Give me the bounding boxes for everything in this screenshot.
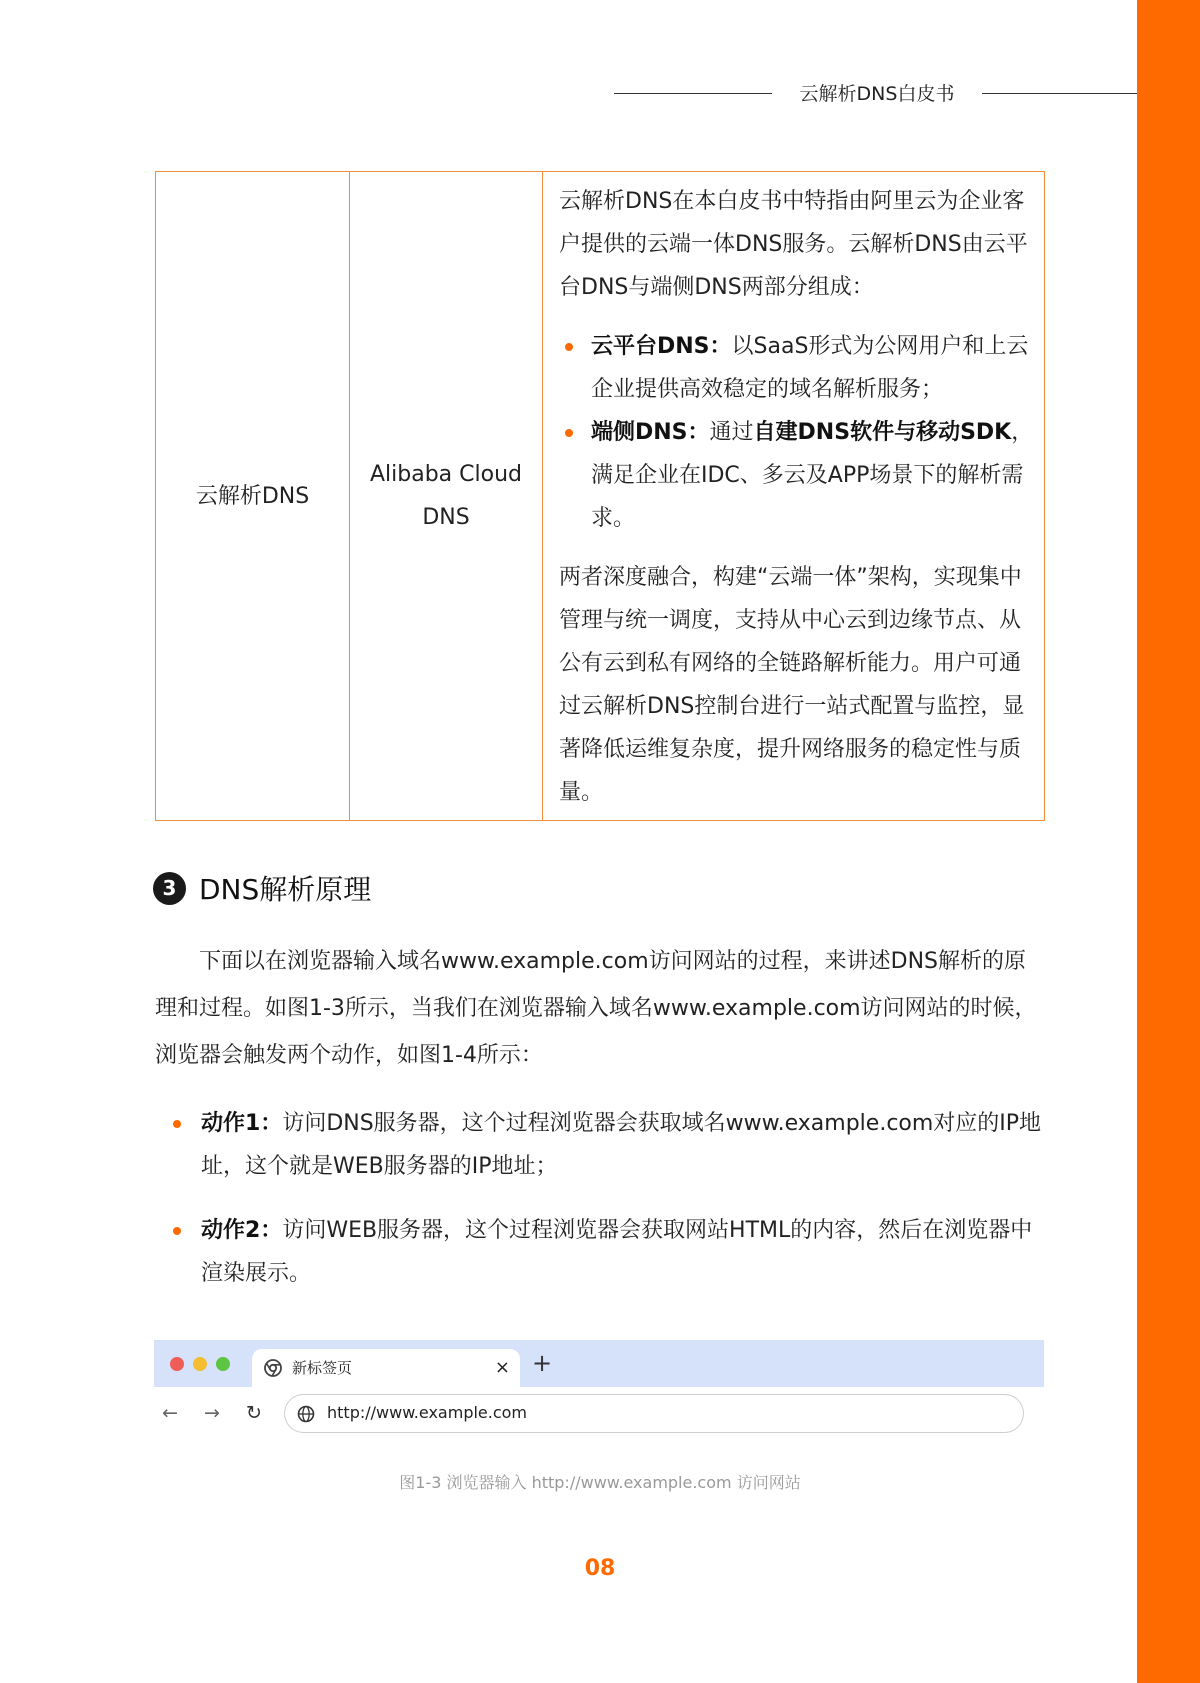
description-bullet-list (559, 325, 1034, 540)
orange-side-band (1137, 0, 1200, 1683)
window-maximize-dot[interactable] (216, 1357, 230, 1371)
action-list (155, 1102, 1045, 1316)
header-rule-left (614, 93, 772, 94)
bullet-text: 以SaaS形式为公网用户和上云企业提供高效稳定的域名解析服务； (591, 334, 1029, 402)
table-row (156, 172, 1045, 821)
header-rule-right (982, 93, 1137, 94)
running-header (614, 80, 1137, 110)
action-text: 访问WEB服务器，这个过程浏览器会获取网站HTML的内容，然后在浏览器中渲染展示。 (201, 1218, 1033, 1286)
bullet-emphasis: 自建DNS软件与移动SDK (753, 420, 1012, 445)
description-intro: 云解析DNS在本白皮书中特指由阿里云为企业客户提供的云端一体DNS服务。云解析DNS由云平台DNS与端侧DNS两部分组成： (559, 189, 1028, 300)
address-url: http://www.example.com (327, 1403, 528, 1422)
reload-icon[interactable]: ↻ (246, 1402, 262, 1424)
description-cell (543, 172, 1045, 821)
english-name-line-1: Alibaba Cloud (369, 462, 522, 487)
action-text: 访问DNS服务器，这个过程浏览器会获取域名www.example.com对应的IP地址，这个就是WEB服务器的IP地址； (201, 1111, 1042, 1179)
section-number-badge: 3 (153, 872, 186, 905)
bullet-heading: 云平台DNS： (591, 334, 732, 359)
definition-table (155, 171, 1045, 821)
tab-close-icon[interactable]: × (494, 1357, 510, 1378)
english-name-line-2: DNS (422, 505, 470, 530)
browser-figure (154, 1340, 1044, 1440)
browser-tab[interactable] (252, 1349, 520, 1387)
body-paragraph: 下面以在浏览器输入域名www.example.com访问网站的过程，来讲述DNS解析的原理和过程。如图1-3所示，当我们在浏览器输入域名www.example.com访问网站的时候，浏览器会触发两个动作，如图1-4所示： (155, 949, 1037, 1068)
window-close-dot[interactable] (170, 1357, 184, 1371)
back-arrow-icon[interactable]: ← (162, 1402, 178, 1424)
globe-icon (297, 1405, 315, 1423)
list-item (155, 1102, 1045, 1188)
new-tab-button[interactable]: + (532, 1349, 553, 1377)
english-name-cell (350, 172, 543, 821)
browser-tab-bar (154, 1340, 1044, 1387)
description-closing: 两者深度融合，构建“云端一体”架构，实现集中管理与统一调度，支持从中心云到边缘节点、从公有云到私有网络的全链路解析能力。用户可通过云解析DNS控制台进行一站式配置与监控，显著降低运维复杂度，提升网络服务的稳定性与质量。 (559, 565, 1025, 805)
list-item (155, 1209, 1045, 1295)
browser-toolbar (154, 1387, 1044, 1440)
tab-title: 新标签页 (292, 1359, 353, 1377)
page-number: 08 (584, 1556, 616, 1581)
address-bar[interactable] (284, 1394, 1024, 1433)
description-bullet (559, 411, 1034, 540)
action-label: 动作2： (201, 1218, 283, 1243)
forward-arrow-icon[interactable]: → (204, 1402, 220, 1424)
figure-caption: 图1-3 浏览器输入 http://www.example.com 访问网站 (399, 1473, 801, 1492)
section-title: DNS解析原理 (199, 873, 372, 906)
header-title: 云解析DNS白皮书 (799, 83, 955, 105)
bullet-heading: 端侧DNS： (591, 420, 710, 445)
section-heading (153, 868, 371, 908)
chrome-icon (264, 1359, 282, 1377)
window-minimize-dot[interactable] (193, 1357, 207, 1371)
bullet-text-continued: ，满足企业在IDC、多云及APP场景下的解析需求。 (591, 420, 1034, 531)
description-bullet (559, 325, 1034, 411)
action-label: 动作1： (201, 1111, 283, 1136)
term-cell: 云解析DNS (156, 172, 350, 821)
bullet-text: 通过 (709, 420, 754, 445)
